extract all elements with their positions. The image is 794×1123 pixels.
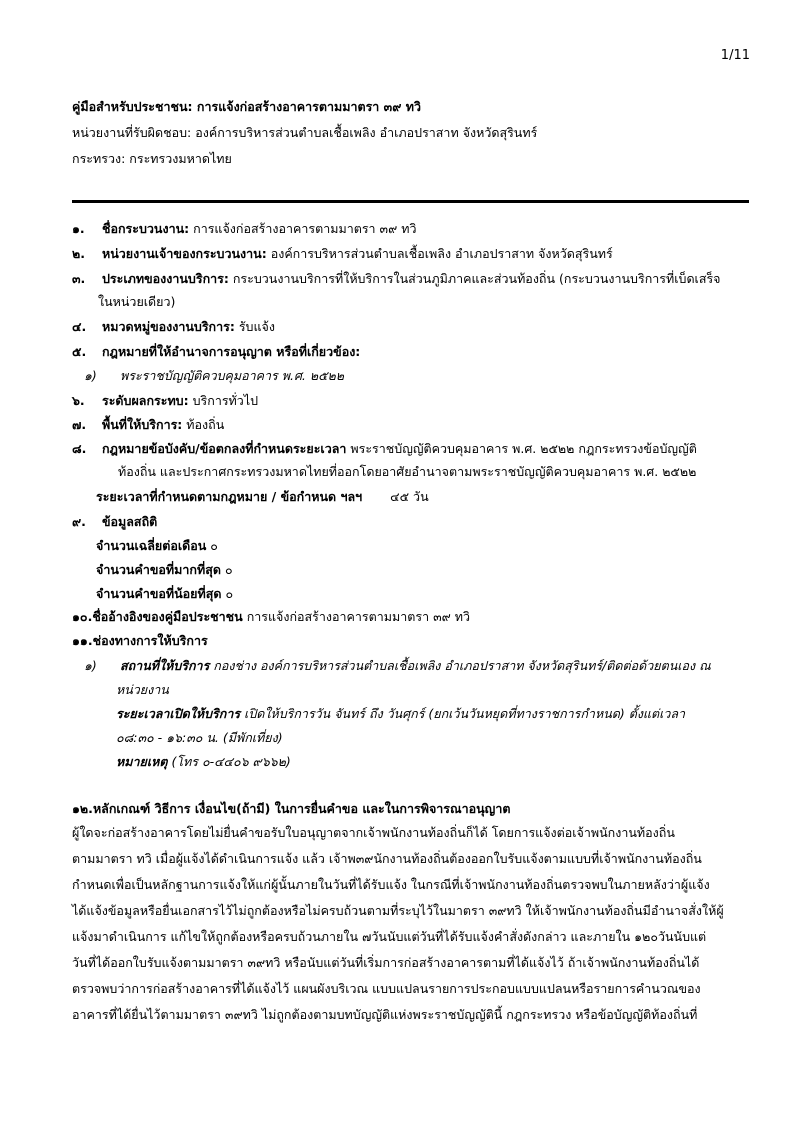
item-7-label: พื้นที่ให้บริการ: — [101, 417, 183, 432]
item-8-label: กฎหมายข้อบังคับ/ข้อตกลงที่กำหนดระยะเวลา — [101, 441, 347, 456]
service-note — [116, 753, 291, 771]
item-10-label: ชื่ออ้างอิงของคู่มือประชาชน — [92, 609, 243, 624]
item-3-continuation: ในหน่วยเดียว) — [98, 294, 176, 309]
item-11-number: ๑๑. — [72, 633, 93, 648]
item-7 — [72, 416, 224, 434]
service-hours-label: ระยะเวลาเปิดให้บริการ — [116, 706, 241, 721]
stat-minimum-value: ๐ — [225, 586, 234, 601]
item-10 — [72, 608, 470, 626]
service-place — [84, 657, 711, 675]
header-divider — [72, 200, 749, 203]
service-place-value: กองช่าง องค์การบริหารส่วนตำบลเชื้อเพลิง อำเภอปราสาท จังหวัดสุรินทร์/ติดต่อด้วยตนเอง ณ — [213, 658, 711, 673]
item-12-label: หลักเกณฑ์ วิธีการ เงื่อนไข(ถ้ามี) ในการยื่นคำขอ และในการพิจารณาอนุญาต — [92, 801, 511, 816]
item-5-law — [84, 367, 344, 385]
item-11-label: ช่องทางการให้บริการ — [92, 633, 208, 648]
item-4 — [72, 318, 275, 336]
item-3 — [72, 270, 721, 288]
item-1-value: การแจ้งก่อสร้างอาคารตามมาตรา ๓๙ ทวิ — [193, 221, 417, 236]
item-1-label: ชื่อกระบวนงาน: — [101, 221, 190, 236]
item-5-law-name: พระราชบัญญัติควบคุมอาคาร พ.ศ. ๒๕๒๒ — [119, 368, 345, 383]
stat-average-label: จำนวนเฉลี่ยต่อเดือน — [96, 538, 207, 553]
item-3-label: ประเภทของงานบริการ: — [101, 271, 229, 286]
service-note-label: หมายเหตุ — [116, 754, 168, 769]
ministry-value: กระทรวงมหาดไทย — [129, 151, 232, 166]
item-8-continuation: ท้องถิ่น และประกาศกระทรวงมหาดไทยที่ออกโดยอาศัยอำนาจตามพระราชบัญญัติควบคุมอาคาร พ.ศ. ๒๕๒๒ — [118, 464, 697, 479]
item-12-heading — [72, 800, 510, 818]
item-2 — [72, 245, 613, 263]
item-12-number: ๑๒. — [72, 801, 93, 816]
service-place-label: สถานที่ให้บริการ — [119, 658, 210, 673]
ministry-label: กระทรวง: — [72, 151, 126, 166]
stat-average — [96, 537, 218, 555]
service-hours — [116, 705, 685, 723]
item-4-label: หมวดหมู่ของงานบริการ: — [101, 319, 235, 334]
item-7-value: ท้องถิ่น — [186, 417, 225, 432]
stat-maximum — [96, 561, 233, 579]
item-5-sub-number: ๑) — [84, 368, 97, 383]
service-place-continuation: หน่วยงาน — [116, 682, 169, 697]
manual-title — [72, 98, 421, 116]
item-9 — [72, 513, 157, 531]
item-8-period-value: ๔๕ วัน — [390, 489, 429, 504]
item-8-number: ๘. — [72, 441, 87, 456]
criteria-line-6: วันที่ได้ออกใบรับแจ้งตามมาตรา ๓๙ทวิ หรือนับแต่วันที่เริ่มการก่อสร้างอาคารตามที่ได้แจ้งไว้ ถ้าเจ้าพนักงานท้องถิ่นได้ — [72, 955, 700, 970]
item-2-label: หน่วยงานเจ้าของกระบวนงาน: — [101, 246, 267, 261]
item-6-label: ระดับผลกระทบ: — [101, 393, 189, 408]
item-5-number: ๕. — [72, 344, 87, 359]
criteria-line-2: ตามมาตรา ทวิ เมื่อผู้แจ้งได้ดำเนินการแจ้ง แล้ว เจ้าพ๓๙นักงานท้องถิ่นต้องออกใบรับแจ้งตามแบบที่เจ้าพนักงานท้องถิ่น — [72, 851, 702, 866]
manual-title-text: คู่มือสำหรับประชาชน: การแจ้งก่อสร้างอาคารตามมาตรา ๓๙ ทวิ — [72, 99, 421, 114]
item-5-label: กฎหมายที่ให้อำนาจการอนุญาต หรือที่เกี่ยวข้อง: — [101, 344, 361, 359]
item-2-value: องค์การบริหารส่วนตำบลเชื้อเพลิง อำเภอปราสาท จังหวัดสุรินทร์ — [270, 246, 613, 261]
ministry-line — [72, 150, 232, 168]
item-7-number: ๗. — [72, 417, 87, 432]
item-10-value: การแจ้งก่อสร้างอาคารตามมาตรา ๓๙ ทวิ — [246, 609, 471, 624]
item-3-value: กระบวนงานบริการที่ให้บริการในส่วนภูมิภาคและส่วนท้องถิ่น (กระบวนงานบริการที่เบ็ดเสร็จ — [232, 271, 721, 286]
criteria-line-7: ตรวจพบว่าการก่อสร้างอาคารที่ได้แจ้งไว้ แผนผังบริเวณ แบบแปลนรายการประกอบแบบแปลนหรือรายการคำนวณของ — [72, 981, 701, 996]
item-11-sub-number: ๑) — [84, 658, 97, 673]
item-3-number: ๓. — [72, 271, 86, 286]
service-hours-continuation: ๐๘:๓๐ - ๑๖:๓๐ น. (มีพักเที่ยง) — [116, 730, 283, 745]
stat-minimum-label: จำนวนคำขอที่น้อยที่สุด — [96, 586, 222, 601]
agency-line — [72, 124, 537, 142]
stat-maximum-value: ๐ — [224, 562, 233, 577]
service-hours-value: เปิดให้บริการวัน จันทร์ ถึง วันศุกร์ (ยกเว้นวันหยุดที่ทางราชการกำหนด) ตั้งแต่เวลา — [244, 706, 686, 721]
item-9-number: ๙. — [72, 514, 86, 529]
item-8-period — [96, 488, 429, 506]
item-6 — [72, 392, 258, 410]
agency-label: หน่วยงานที่รับผิดชอบ: — [72, 125, 192, 140]
item-6-value: บริการทั่วไป — [192, 393, 259, 408]
item-10-number: ๑๐. — [72, 609, 93, 624]
item-5 — [72, 343, 360, 361]
criteria-line-4: ได้แจ้งข้อมูลหรือยื่นเอกสารไว้ไม่ถูกต้องหรือไม่ครบถ้วนตามที่ระบุไว้ในมาตรา ๓๙ทวิ ให้เจ้าพนักงานท้องถิ่นมีอำนาจสั่งให้ผู้ — [72, 903, 724, 918]
stat-maximum-label: จำนวนคำขอที่มากที่สุด — [96, 562, 221, 577]
item-4-value: รับแจ้ง — [238, 319, 275, 334]
criteria-line-8: อาคารที่ได้ยื่นไว้ตามมาตรา ๓๙ทวิ ไม่ถูกต้องตามบทบัญญัติแห่งพระราชบัญญัตินี้ กฎกระทรวง หรือข้อบัญญัติท้องถิ่นที่ — [72, 1007, 698, 1022]
stat-minimum — [96, 585, 233, 603]
item-4-number: ๔. — [72, 319, 87, 334]
page-number: 1/11 — [720, 48, 750, 63]
item-2-number: ๒. — [72, 246, 85, 261]
service-note-value: (โทร ๐-๔๔๐๖ ๙๖๖๒) — [171, 754, 291, 769]
criteria-line-3: กำหนดเพื่อเป็นหลักฐานการแจ้งให้แก่ผู้นั้นภายในวันที่ได้รับแจ้ง ในกรณีที่เจ้าพนักงานท้องถิ่นตรวจพบในภายหลังว่าผู้แจ้ง — [72, 877, 710, 892]
item-1 — [72, 220, 416, 238]
item-11 — [72, 632, 208, 650]
criteria-line-5: แจ้งมาดำเนินการ แก้ไขให้ถูกต้องหรือครบถ้วนภายใน ๗วันนับแต่วันที่ได้รับแจ้งคำสั่งดังกล่าว และภายใน ๑๒๐วันนับแต่ — [72, 929, 707, 944]
criteria-line-1: ผู้ใดจะก่อสร้างอาคารโดยไม่ยื่นคำขอรับใบอนุญาตจากเจ้าพนักงานท้องถิ่นก็ได้ โดยการแจ้งต่อเจ้าพนักงานท้องถิ่น — [72, 825, 675, 840]
stat-average-value: ๐ — [210, 538, 218, 553]
item-9-label: ข้อมูลสถิติ — [101, 514, 158, 529]
agency-value: องค์การบริหารส่วนตำบลเชื้อเพลิง อำเภอปราสาท จังหวัดสุรินทร์ — [195, 125, 538, 140]
item-8-value: พระราชบัญญัติควบคุมอาคาร พ.ศ. ๒๕๒๒ กฎกระทรวงข้อบัญญัติ — [350, 441, 697, 456]
item-8 — [72, 440, 697, 458]
item-6-number: ๖. — [72, 393, 85, 408]
item-1-number: ๑. — [72, 221, 85, 236]
item-8-period-label: ระยะเวลาที่กำหนดตามกฎหมาย / ข้อกำหนด ฯลฯ — [96, 489, 363, 504]
